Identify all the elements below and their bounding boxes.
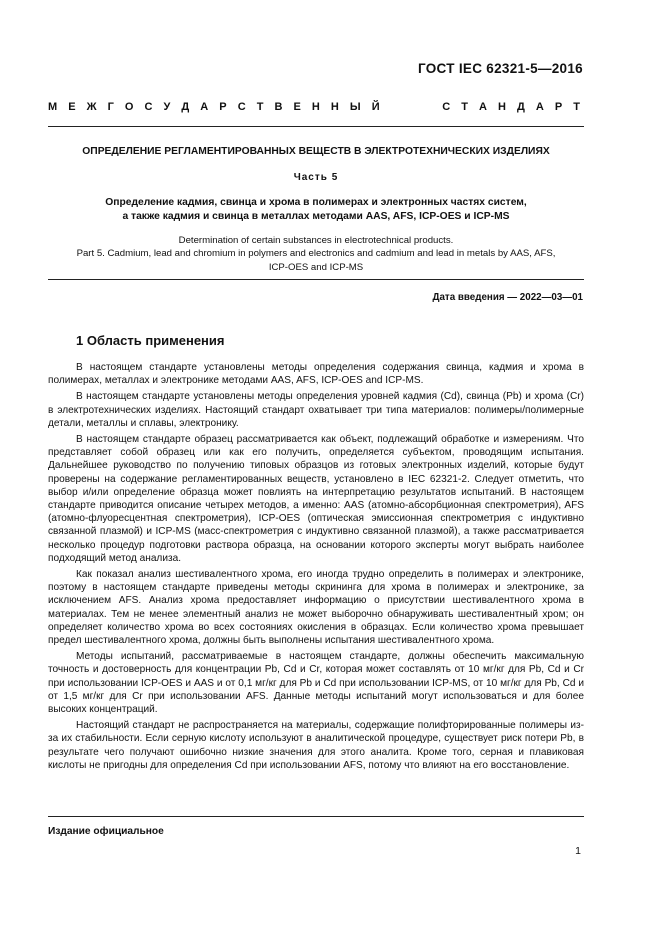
part-label: Часть 5: [293, 172, 339, 183]
section-heading: 1 Область применения: [76, 333, 225, 348]
banner-word-standard: С Т А Н Д А Р Т: [442, 101, 584, 113]
divider-top: [48, 126, 584, 127]
section-body: [48, 361, 584, 775]
date-introduced: Дата введения — 2022—03—01: [432, 292, 583, 303]
paragraph: Методы испытаний, рассматриваемые в настоящем стандарте, должны обеспечить максимальную точность и достоверность для концентрации Pb, Cd и Cr, которая может составлять от 10 мг/кг для Pb, Cd и Cr при использовании ICP-OES и AAS и от 0,1 мг/кг для Pb и Cd при использовании ICP-MS, от 10 мг/кг для Pb, Cd и от 1,5 мг/кг для Cr при использовании AFS. Данные методы испытаний могут использоваться и для более высоких концентраций.: [48, 651, 584, 716]
banner-word-interstate: М Е Ж Г О С У Д А Р С Т В Е Н Н Ы Й: [48, 101, 384, 113]
paragraph: Как показал анализ шестивалентного хрома, его иногда трудно определить в полимерах и электронике, поэтому в настоящем стандарте приведены методы скрининга для хрома в полимерах и электронике, за исключением AFS. Анализ хрома предоставляет информацию о присутствии шестивалентного хрома в материалах. Тем не менее элементный анализ не может выборочно обнаруживать шестивалентный хром; он определяет количество хрома во всех состояниях окисления в образцах. Если количество хрома превышает предел шестивалентного хрома, должны быть выполнены испытания шестивалентного хрома.: [48, 569, 584, 647]
divider-middle: [48, 279, 584, 280]
document-subtitle: [48, 196, 584, 223]
document-title: ОПРЕДЕЛЕНИЕ РЕГЛАМЕНТИРОВАННЫХ ВЕЩЕСТВ В ЭЛЕКТРОТЕХНИЧЕСКИХ ИЗДЕЛИЯХ: [82, 146, 550, 157]
subtitle-line-2: а также кадмия и свинца в металлах методами AAS, AFS, ICP-OES и ICP-MS: [122, 210, 510, 222]
english-line-1: Determination of certain substances in electrotechnical products.: [178, 235, 454, 246]
paragraph: В настоящем стандарте образец рассматривается как объект, подлежащий обработке и измерениям. Что представляет собой образец или как его получить, определяется субъектом, проводящим испытания. Дальнейшее руководство по получению типовых образцов из готовых электронных изделий, которые будут проверены на содержание регламентированных веществ, установлено в IEC 62321-2. Следует отметить, что выбор и/или определение образца может повлиять на интерпретацию результатов испытаний. В настоящем стандарте приводится описание четырех методов, а именно: AAS (атомно-абсорбционная спектрометрия), AFS (атомно-флуоресцентная спектрометрия), ICP-OES (оптическая эмиссионная спектрометрия с индуктивно связанной плазмой) и ICP-MS (масс-спектрометрия с индуктивно связанной плазмой), а также рассматривается несколько процедур подготовки раствора образца, на основании которого эксперты могут выбрать наиболее подходящий метод анализа.: [48, 434, 584, 564]
divider-bottom: [48, 816, 584, 817]
page-number: 1: [575, 845, 581, 857]
english-title: [48, 234, 584, 274]
english-line-2: Part 5. Cadmium, lead and chromium in polymers and electronics and cadmium and lead in metals by AAS, AFS,: [76, 248, 556, 260]
official-edition-label: Издание официальное: [48, 826, 164, 837]
subtitle-line-1: Определение кадмия, свинца и хрома в полимерах и электронных частях систем,: [105, 197, 527, 208]
interstate-standard-banner: [48, 101, 584, 113]
paragraph: В настоящем стандарте установлены методы определения содержания свинца, кадмия и хрома в полимерах, металлах и электронике методами AAS, AFS, ICP-OES and ICP-MS.: [48, 362, 584, 387]
paragraph: В настоящем стандарте установлены методы определения уровней кадмия (Cd), свинца (Pb) и хрома (Cr) в электротехнических изделиях. Настоящий стандарт охватывает три типа материалов: полимеры/полимерные детали, металлы и сплавы, электронику.: [48, 391, 584, 429]
english-line-3: ICP-OES and ICP-MS: [268, 261, 364, 273]
standard-code: ГОСТ IEC 62321-5—2016: [417, 61, 583, 76]
paragraph: Настоящий стандарт не распространяется на материалы, содержащие полифторированные полимеры из-за их стабильности. Если серную кислоту используют в аналитической процедуре, существует риск потери Pb, в результате чего получают ошибочно низкие значения для этого аналита. Кроме того, серная и плавиковая кислоты не пригодны для определения Cd при использовании AFS, потому что влияют на его восстановление.: [48, 720, 584, 771]
